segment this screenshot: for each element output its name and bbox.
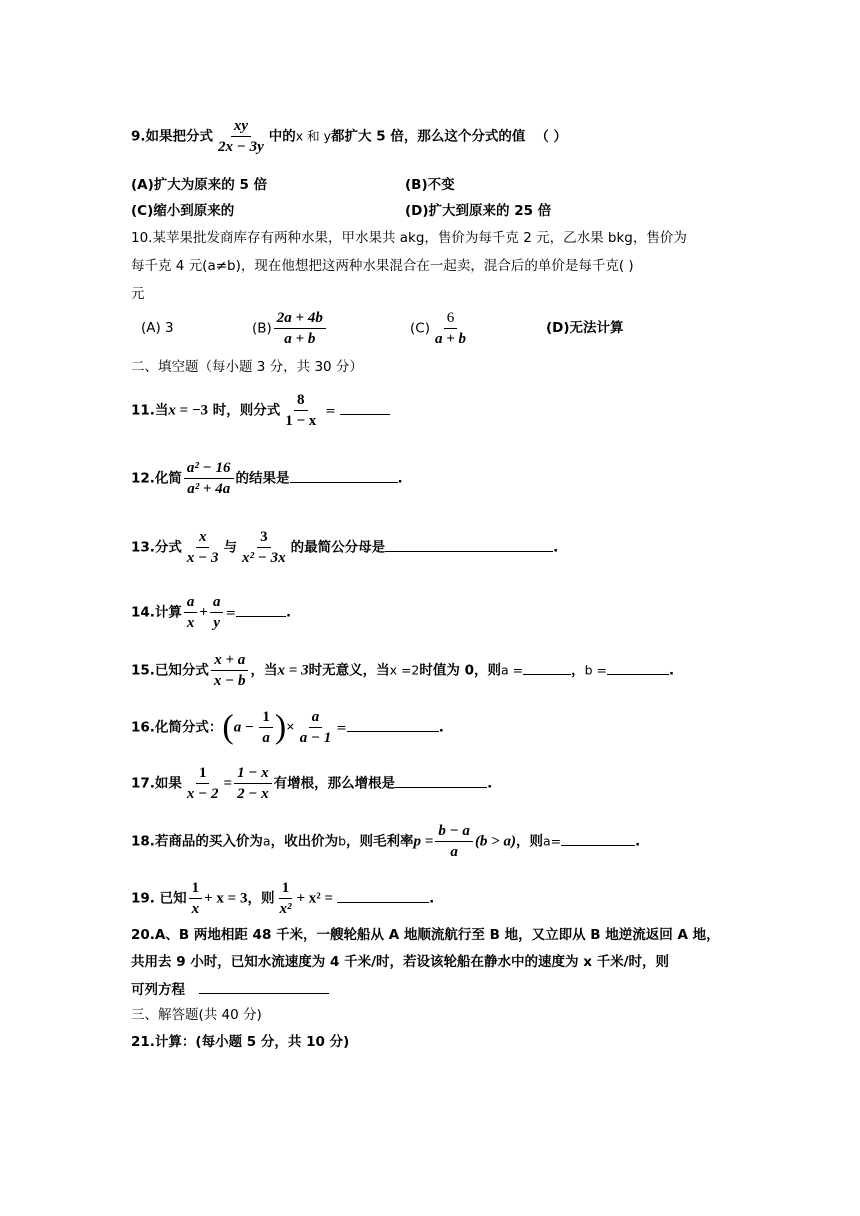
q20-line-3: 可列方程 — [131, 979, 329, 1000]
q9-option-c: (C)缩小到原来的 — [131, 203, 235, 219]
answer-blank-a[interactable] — [523, 660, 571, 675]
q10-option-c: (C) $\frac{6}{a + b}$ — [410, 310, 467, 347]
answer-blank[interactable] — [337, 888, 429, 903]
question-17: 17.如果 $\frac{1}{x - 2}$ = $\frac{1 - x}{2 - x}$ 有增根，那么增根是 . — [131, 765, 493, 802]
question-15: 15.已知分式 $\frac{x + a}{x - b}$ ，当x = 3时无意义，当x =2时值为 0，则a = ，b = . — [131, 652, 675, 689]
q9-option-d: (D)扩大到原来的 25 倍 — [405, 203, 552, 219]
question-13: 13.分式 $\frac{x}{x - 3}$ 与 $\frac{3}{\text{x² − 3x}}$ 的最简公分母是 . — [131, 529, 559, 566]
q20-line-1: 20.A、B 两地相距 48 千米，一艘轮船从 A 地顺流航行至 B 地，又立即从 B 地逆流返回 A 地， — [131, 927, 720, 943]
question-12: 12.化简 $\frac{\text{a² − 16}}{\text{a² + 4a}}$ 的结果是 . — [131, 460, 403, 497]
answer-blank-b[interactable] — [607, 660, 669, 675]
question-9: 9.如果把分式 $\frac{xy}{2x - 3y}$ 中的x 和 y都扩大 5 倍，那么这个分式的值 （ ） — [131, 118, 568, 155]
question-18: 18.若商品的买入价为a，收出价为b，则毛利率p = $\frac{b - a}{a}$ (b > a)，则a= . — [131, 823, 641, 860]
answer-blank[interactable] — [199, 979, 329, 994]
q20-line-2: 共用去 9 小时，已知水流速度为 4 千米/时，若设该轮船在静水中的速度为 x 千米/时，则 — [131, 954, 670, 970]
question-19: 19. 已知 $\frac{1}{x}$ + x = 3，则 $\frac{1}{\text{x²}}$ + x² = . — [131, 880, 435, 917]
q9-option-b: (B)不变 — [405, 177, 455, 193]
q10-line-2: 每千克 4 元(a≠b)，现在他想把这两种水果混合在一起卖，混合后的单价是每千克( ) — [131, 258, 634, 274]
q10-option-b: (B) $\frac{2a + 4b}{a + b}$ — [252, 308, 328, 349]
q10-line-1: 10.某苹果批发商库存有两种水果，甲水果共 akg，售价为每千克 2 元，乙水果 bkg，售价为 — [131, 230, 687, 246]
answer-blank[interactable] — [395, 773, 487, 788]
q9-fraction: $\frac{xy}{2x - 3y}$ — [218, 118, 264, 155]
answer-blank[interactable] — [385, 537, 553, 552]
question-11: 11.当x = −3 时，则分式 $\frac{8}{1 - x}$ = — [131, 390, 390, 431]
q10-option-a: (A) 3 — [141, 320, 174, 336]
answer-blank[interactable] — [347, 717, 439, 732]
answer-blank[interactable] — [290, 468, 398, 483]
section-2-title: 二、填空题（每小题 3 分，共 30 分） — [131, 359, 363, 375]
q9-option-a: (A)扩大为原来的 5 倍 — [131, 177, 268, 193]
q10-option-d: (D)无法计算 — [546, 320, 624, 336]
section-3-title: 三、解答题(共 40 分) — [131, 1007, 262, 1023]
question-14: 14.计算 $\frac{a}{x}$ + $\frac{a}{y}$ = . — [131, 594, 292, 631]
answer-blank[interactable] — [236, 602, 286, 617]
answer-blank[interactable] — [340, 400, 390, 415]
answer-blank[interactable] — [561, 831, 635, 846]
question-21: 21.计算：(每小题 5 分，共 10 分) — [131, 1034, 350, 1050]
question-16: 16.化简分式：(a − $\frac{1}{a}$ )× $\frac{a}{a - 1}$ = . — [131, 708, 444, 746]
q10-line-3: 元 — [131, 286, 145, 302]
